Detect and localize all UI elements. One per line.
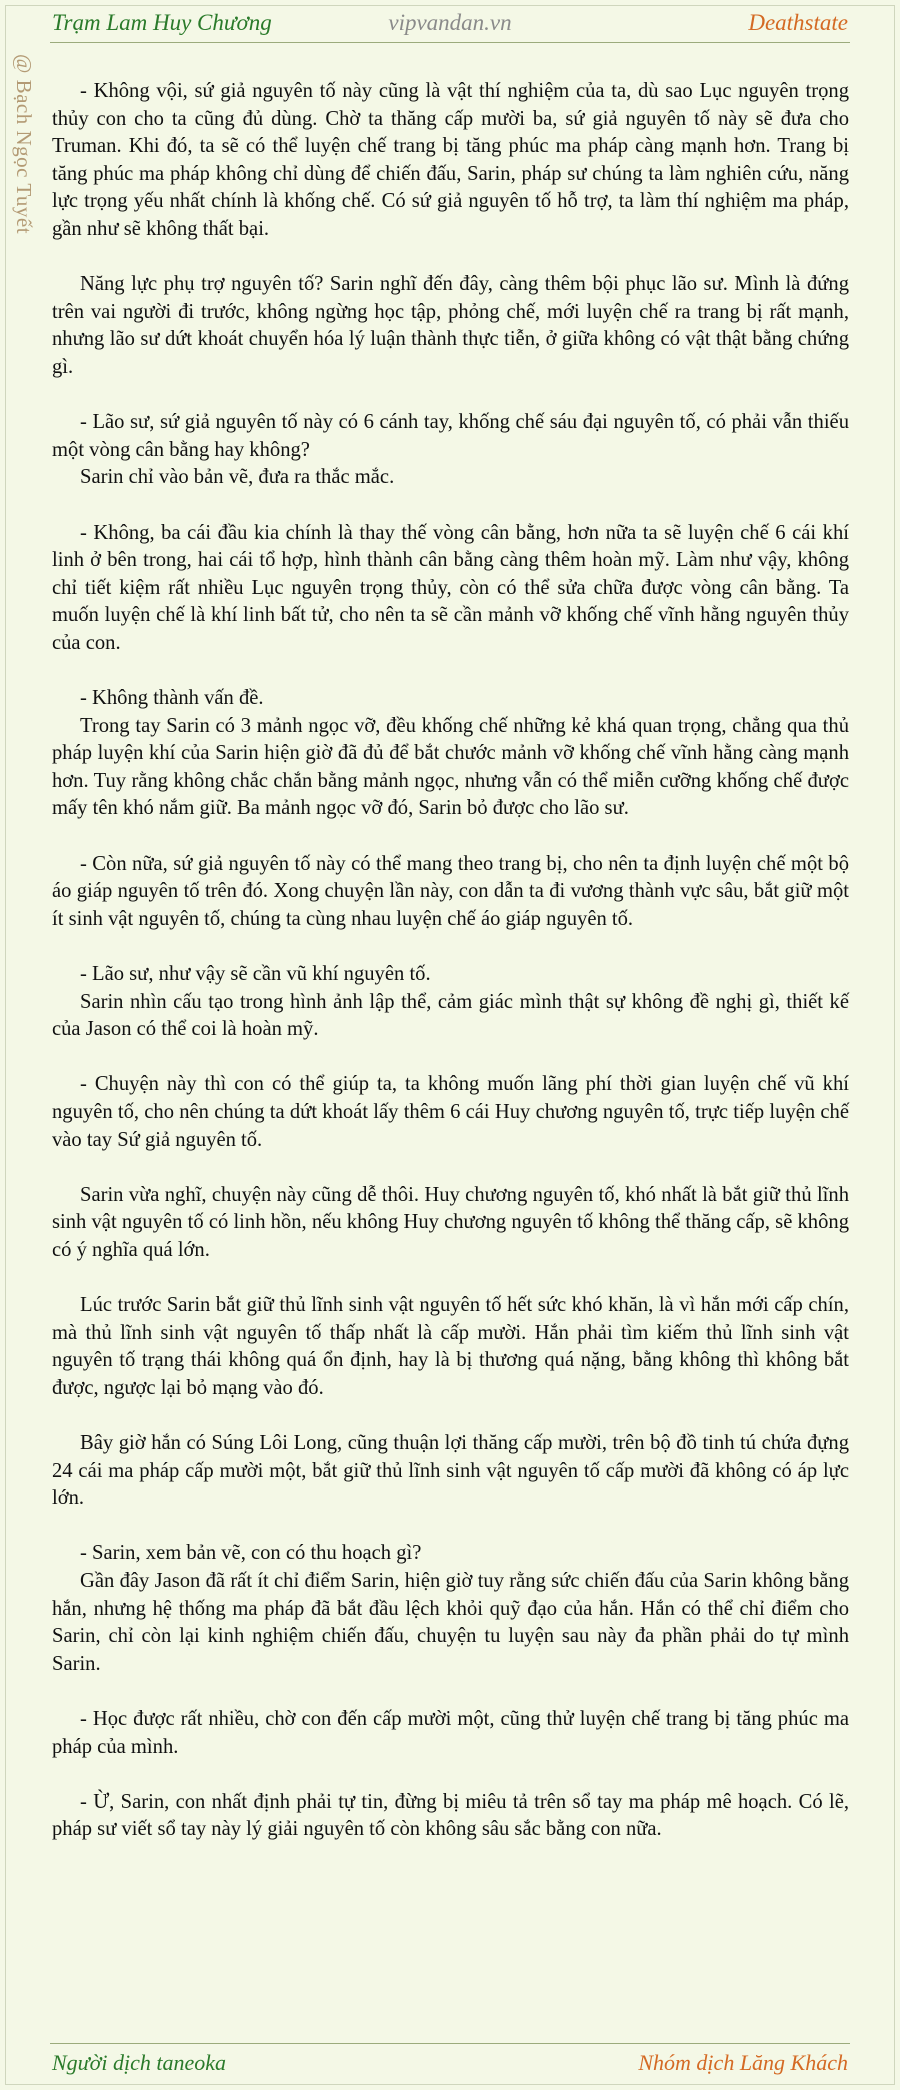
paragraph-line: - Học được rất nhiều, chờ con đến cấp mười một, cũng thử luyện chế trang bị tăng phúc ma pháp của mình.: [52, 1708, 849, 1758]
page-header: [52, 6, 848, 40]
paragraph-line: Sarin nhìn cấu tạo trong hình ảnh lập thể, cảm giác mình thật sự không đề nghị gì, thiết kế của Jason có thể coi là hoàn mỹ.: [52, 990, 849, 1041]
footer-group: Nhóm dịch Lăng Khách: [638, 2050, 848, 2075]
paragraph: [52, 1182, 849, 1265]
paragraph-line: Trong tay Sarin có 3 mảnh ngọc vỡ, đều khống chế những kẻ khá quan trọng, chẳng qua thủ pháp luyện khí của Sarin hiện giờ đã đủ để bắt chước mảnh vỡ khống chế vĩnh hằng càng mạnh hơn. Tuy rằng không chắc chắn bằng mảnh ngọc, nhưng vẫn có thể miễn cưỡng khống chế được mấy tên khó nắm giữ. Ba mảnh ngọc vỡ đó, Sarin bỏ được cho lão sư.: [52, 714, 849, 820]
paragraph-line: - Không, ba cái đầu kia chính là thay thế vòng cân bằng, hơn nữa ta sẽ luyện chế 6 cái khí linh ở bên trong, hai cái tổ hợp, hình thành cân bằng càng thêm hoàn mỹ. Làm như vậy, không chỉ tiết kiệm rất nhiều Lục nguyên trọng thủy, còn có thể sửa chữa được vòng cân bằng. Ta muốn luyện chế là khí linh bất tử, cho nên ta sẽ cần mảnh vỡ khống chế vĩnh hằng nguyên thủy của con.: [52, 521, 849, 654]
paragraph: [52, 1071, 849, 1154]
paragraph: [52, 851, 849, 934]
paragraph-line: - Chuyện này thì con có thể giúp ta, ta không muốn lãng phí thời gian luyện chế vũ khí nguyên tố, cho nên chúng ta dứt khoát lấy thêm 6 cái Huy chương nguyên tố, trực tiếp luyện chế vào tay Sứ giả nguyên tố.: [52, 1073, 849, 1151]
header-author: Deathstate: [748, 10, 848, 35]
paragraph-line: - Ừ, Sarin, con nhất định phải tự tin, đừng bị miêu tả trên sổ tay ma pháp mê hoạch. Có lẽ, pháp sư viết sổ tay này lý giải nguyên tố còn không sâu sắc bằng con nữa.: [52, 1790, 849, 1841]
header-site-name: vipvandan.vn: [388, 10, 512, 35]
paragraph-line: Sarin chỉ vào bản vẽ, đưa ra thắc mắc.: [80, 466, 395, 489]
chapter-body: [52, 78, 849, 1872]
paragraph: [52, 520, 849, 658]
paragraph: [52, 1540, 849, 1678]
paragraph: [52, 271, 849, 381]
paragraph-line: - Còn nữa, sứ giả nguyên tố này có thể mang theo trang bị, cho nên ta định luyện chế một bộ áo giáp nguyên tố trên đó. Xong chuyện lần này, con dẫn ta đi vương thành vực sâu, bắt giữ một ít sinh vật nguyên tố, chúng ta cùng nhau luyện chế áo giáp nguyên tố.: [52, 852, 849, 930]
header-divider: [50, 42, 850, 43]
paragraph-line: Bây giờ hắn có Súng Lôi Long, cũng thuận lợi thăng cấp mười, trên bộ đồ tinh tú chứa đựng 24 cái ma pháp cấp mười một, bắt giữ thủ lĩnh sinh vật nguyên tố cấp mười đã không có áp lực lớn.: [52, 1432, 849, 1510]
paragraph: [52, 1430, 849, 1513]
header-book-title: Trạm Lam Huy Chương: [52, 10, 272, 35]
paragraph-line: - Không vội, sứ giả nguyên tố này cũng là vật thí nghiệm của ta, dù sao Lục nguyên trọng thủy con cho ta cũng đủ dùng. Chờ ta thăng cấp mười ba, sứ giả nguyên tố này sẽ đưa cho Truman. Khi đó, ta sẽ có thể luyện chế trang bị tăng phúc ma pháp càng mạnh hơn. Trang bị tăng phúc ma pháp không chỉ dùng để chiến đấu, Sarin, pháp sư chúng ta làm nghiên cứu, năng lực trọng yếu nhất chính là khống chế. Có sứ giả nguyên tố hỗ trợ, ta làm thí nghiệm ma pháp, gần như sẽ không thất bại.: [52, 80, 849, 240]
paragraph-line: Gần đây Jason đã rất ít chỉ điểm Sarin, hiện giờ tuy rằng sức chiến đấu của Sarin không bằng hắn, nhưng hệ thống ma pháp đã bắt đầu lệch khỏi quỹ đạo của hắn. Hắn có thể chỉ điểm cho Sarin, chỉ còn lại kinh nghiệm chiến đấu, chuyện tu luyện sau này đa phần phải do tự mình Sarin.: [52, 1570, 849, 1675]
paragraph: [52, 961, 849, 1044]
footer-divider: [50, 2043, 850, 2044]
paragraph-line: Lúc trước Sarin bắt giữ thủ lĩnh sinh vật nguyên tố hết sức khó khăn, là vì hắn mới cấp chín, mà thủ lĩnh sinh vật nguyên tố thấp nhất là cấp mười. Hắn phải tìm kiếm thủ lĩnh sinh vật nguyên tố trạng thái không quá ổn định, hay là bị thương quá nặng, bằng không thì không bắt được, ngược lại bỏ mạng vào đó.: [52, 1294, 849, 1399]
paragraph-line: - Lão sư, như vậy sẽ cần vũ khí nguyên tố.: [80, 963, 431, 985]
paragraph-line: Sarin vừa nghĩ, chuyện này cũng dễ thôi. Huy chương nguyên tố, khó nhất là bắt giữ thủ lĩnh sinh vật nguyên tố có linh hồn, nếu không Huy chương nguyên tố không thể thăng cấp, sẽ không có ý nghĩa quá lớn.: [52, 1183, 849, 1261]
paragraph: [52, 409, 849, 492]
paragraph: [52, 685, 849, 823]
footer-translator: Người dịch taneoka: [52, 2050, 227, 2075]
paragraph-line: - Không thành vấn đề.: [80, 687, 264, 710]
side-watermark: @ Bạch Ngọc Tuyết: [12, 54, 36, 235]
paragraph: [52, 1789, 849, 1844]
paragraph-line: - Lão sư, sứ giả nguyên tố này có 6 cánh tay, khống chế sáu đại nguyên tố, có phải vẫn thiếu một vòng cân bằng hay không?: [52, 411, 849, 461]
paragraph: [52, 1292, 849, 1402]
paragraph-line: Năng lực phụ trợ nguyên tố? Sarin nghĩ đến đây, càng thêm bội phục lão sư. Mình là đứng trên vai người đi trước, không ngừng học tập, phỏng chế, mới luyện chế ra trang bị rất mạnh, nhưng lão sư dứt khoát chuyển hóa lý luận thành thực tiễn, ở giữa không có vật thật bằng chứng gì.: [52, 273, 849, 378]
paragraph: [52, 1706, 849, 1761]
page-footer: [52, 2046, 848, 2080]
paragraph: [52, 78, 849, 244]
paragraph-line: - Sarin, xem bản vẽ, con có thu hoạch gì?: [80, 1542, 422, 1565]
